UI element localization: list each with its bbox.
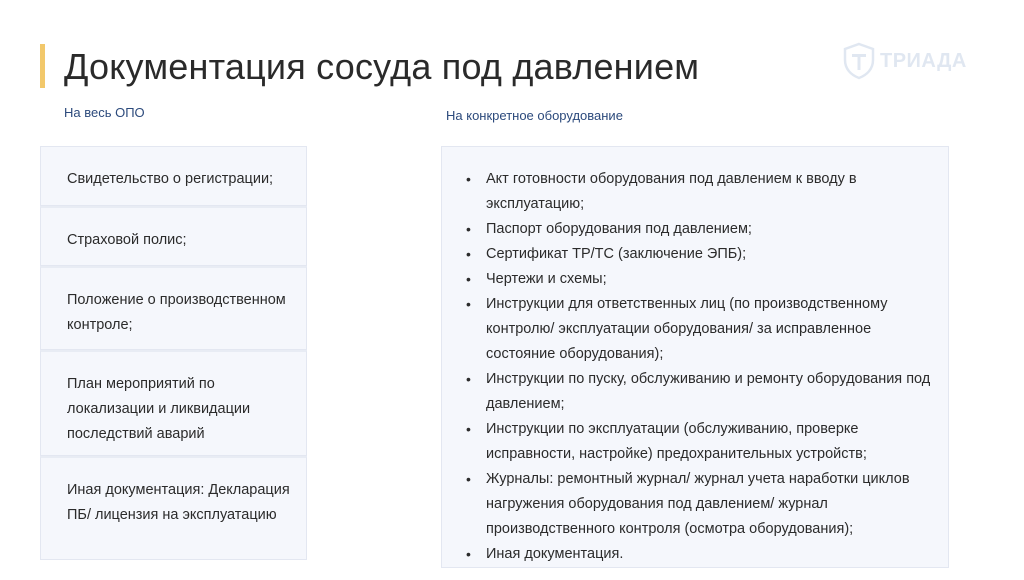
bullet-icon: • <box>466 296 471 312</box>
list-item-text: Акт готовности оборудования под давлением к вводу в эксплуатацию; <box>486 171 857 212</box>
shield-t-icon <box>842 42 876 80</box>
opo-document-cell: Иная документация: Декларация ПБ/ лицензия на эксплуатацию <box>40 456 307 560</box>
list-item <box>466 467 942 542</box>
list-item <box>466 167 942 217</box>
list-item-text: Иная документация. <box>486 546 624 562</box>
opo-document-cell: Положение о производственном контроле; <box>40 266 307 350</box>
list-item <box>466 217 942 242</box>
logo-text: ТРИАДА <box>880 49 967 72</box>
list-item <box>466 292 942 367</box>
opo-documents-table <box>40 146 307 560</box>
bullet-icon: • <box>466 171 471 187</box>
title-accent-bar <box>40 44 45 88</box>
opo-document-cell: Страховой полис; <box>40 206 307 266</box>
list-item <box>466 542 942 567</box>
bullet-icon: • <box>466 221 471 237</box>
opo-document-cell: Свидетельство о регистрации; <box>40 146 307 206</box>
bullet-icon: • <box>466 246 471 262</box>
list-item-text: Инструкции по эксплуатации (обслуживанию, проверке исправности, настройке) предохранительных устройств; <box>486 421 867 462</box>
list-item <box>466 367 942 417</box>
bullet-icon: • <box>466 371 471 387</box>
list-item <box>466 242 942 267</box>
equipment-documents-list <box>442 147 948 567</box>
list-item-text: Инструкции по пуску, обслуживанию и ремонту оборудования под давлением; <box>486 371 931 412</box>
list-item <box>466 417 942 467</box>
bullet-icon: • <box>466 421 471 437</box>
list-item-text: Инструкции для ответственных лиц (по производственному контролю/ эксплуатации оборудования/ за исправленное состояние оборудования); <box>486 296 888 362</box>
equipment-documents-panel <box>441 146 949 568</box>
opo-document-cell: План мероприятий по локализации и ликвидации последствий аварий <box>40 350 307 456</box>
logo <box>842 42 967 80</box>
bullet-icon: • <box>466 546 471 562</box>
bullet-icon: • <box>466 471 471 487</box>
list-item-text: Журналы: ремонтный журнал/ журнал учета наработки циклов нагружения оборудования под давлением/ журнал производственного контроля (осмотра оборудования); <box>486 471 910 537</box>
list-item-text: Паспорт оборудования под давлением; <box>486 221 752 237</box>
list-item-text: Чертежи и схемы; <box>486 271 607 287</box>
page-title: Документация сосуда под давлением <box>64 46 700 87</box>
left-subtitle: На весь ОПО <box>64 105 145 120</box>
list-item <box>466 267 942 292</box>
bullet-icon: • <box>466 271 471 287</box>
list-item-text: Сертификат ТР/ТС (заключение ЭПБ); <box>486 246 747 262</box>
right-subtitle: На конкретное оборудование <box>446 108 623 123</box>
